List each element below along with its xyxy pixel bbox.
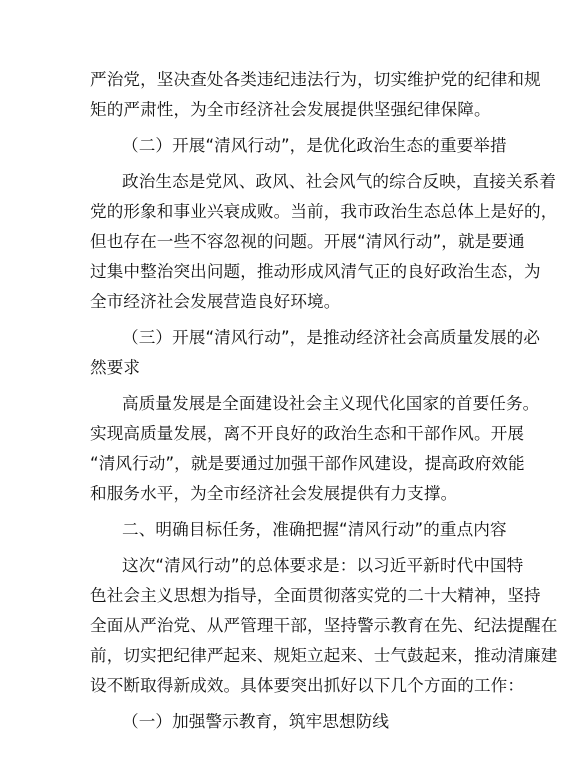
body-text-line: 全市经济社会发展营造良好环境。 — [90, 292, 341, 311]
body-text-line: 色社会主义思想为指导，全面贯彻落实党的二十大精神，坚持 — [90, 586, 541, 605]
body-text-line: 实现高质量发展，离不开良好的政治生态和干部作风。开展 — [90, 424, 525, 443]
body-text-line: 设不断取得新成效。具体要突出抓好以下几个方面的工作： — [90, 676, 525, 695]
body-text-line: 全面从严治党、从严管理干部，坚持警示教育在先、纪法提醒在 — [90, 616, 558, 635]
body-text-line: 政治生态是党风、政风、社会风气的综合反映，直接关系着 — [122, 172, 557, 191]
section-heading: （二）开展“清风行动”，是优化政治生态的重要举措 — [122, 136, 507, 155]
section-heading: （三）开展“清风行动”，是推动经济社会高质量发展的必 — [122, 328, 541, 347]
body-text-line: 但也存在一些不容忽视的问题。开展“清风行动”，就是要通 — [90, 232, 525, 251]
body-text-line: 矩的严肃性，为全市经济社会发展提供坚强纪律保障。 — [90, 100, 491, 119]
body-text-line: 党的形象和事业兴衰成败。当前，我市政治生态总体上是好的， — [90, 202, 558, 221]
body-text-line: 严治党，坚决查处各类违纪违法行为，切实维护党的纪律和规 — [90, 70, 541, 89]
body-text-line: 前，切实把纪律严起来、规矩立起来、士气鼓起来，推动清廉建 — [90, 646, 558, 665]
section-heading-continued: 然要求 — [90, 358, 141, 377]
body-text-line: “清风行动”，就是要通过加强干部作风建设，提高政府效能 — [90, 454, 525, 473]
body-text-line: 过集中整治突出问题，推动形成风清气正的良好政治生态，为 — [90, 262, 541, 281]
body-text-line: 这次“清风行动”的总体要求是：以习近平新时代中国特 — [122, 556, 524, 575]
body-text-line: 高质量发展是全面建设社会主义现代化国家的首要任务。 — [122, 394, 540, 413]
section-heading: （一）加强警示教育，筑牢思想防线 — [122, 712, 390, 731]
body-text-line: 和服务水平，为全市经济社会发展提供有力支撑。 — [90, 484, 458, 503]
chapter-heading: 二、明确目标任务，准确把握“清风行动”的重点内容 — [122, 520, 507, 539]
